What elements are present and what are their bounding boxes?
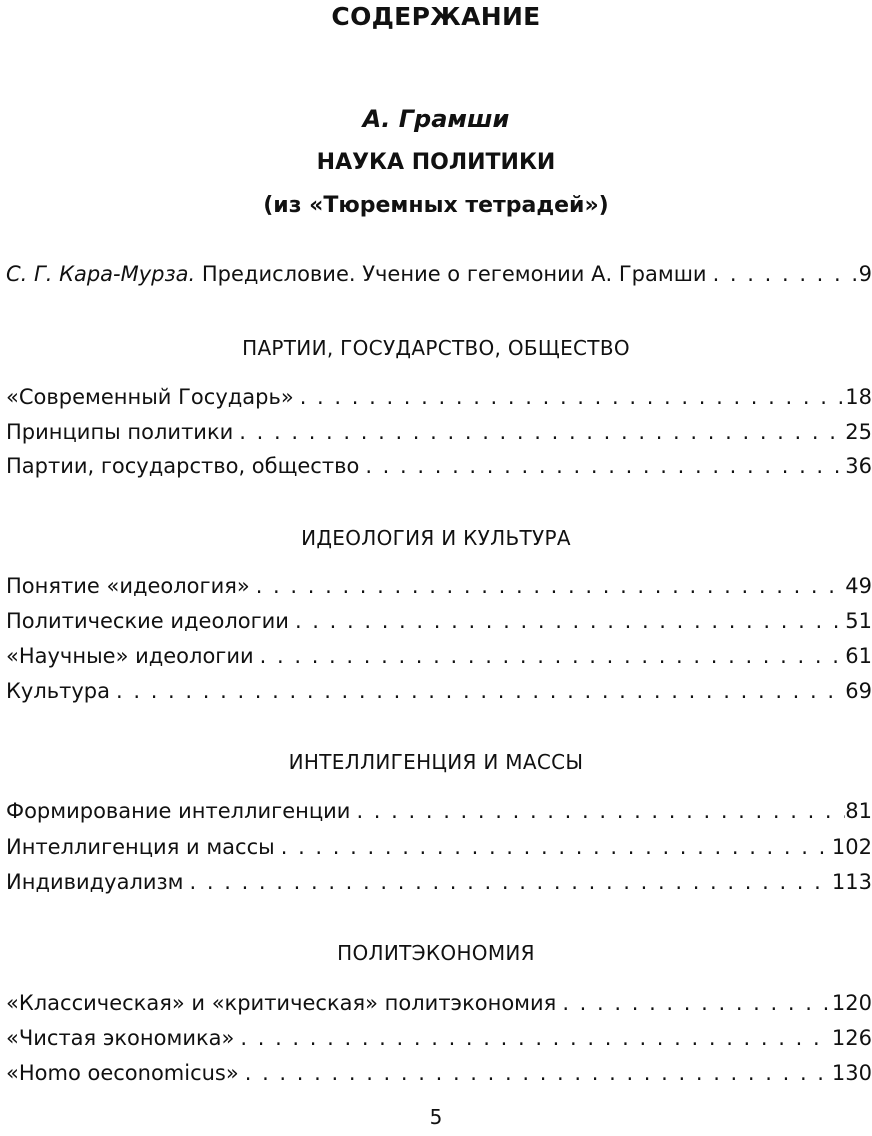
dot-leader xyxy=(184,867,832,897)
toc-entry-title: Индивидуализм xyxy=(6,870,184,894)
toc-entry-title: Интеллигенция и массы xyxy=(6,835,275,859)
section-heading: ИНТЕЛЛИГЕНЦИЯ И МАССЫ xyxy=(288,750,584,774)
toc-page-number: 120 xyxy=(831,991,872,1015)
dot-leader xyxy=(275,832,832,862)
toc-page-number: 61 xyxy=(845,644,872,668)
toc-page-number: 18 xyxy=(845,385,872,409)
toc-entry-title: Принципы политики xyxy=(6,420,234,444)
toc-page-number: 49 xyxy=(845,574,872,598)
toc-page-number: 51 xyxy=(845,609,872,633)
dot-leader xyxy=(556,988,832,1018)
toc-page-number: 36 xyxy=(845,454,872,478)
book-subtitle: (из «Тюремных тетрадей») xyxy=(263,193,609,218)
dot-leader xyxy=(294,382,846,412)
toc-entry-title: «Классическая» и «критическая» политэкономия xyxy=(6,991,557,1015)
toc-entry[interactable] xyxy=(6,988,872,1018)
toc-entry-title: Культура xyxy=(6,679,110,703)
dot-leader xyxy=(233,417,845,447)
dot-leader xyxy=(707,259,859,289)
toc-entry-title: Понятие «идеология» xyxy=(6,574,250,598)
toc-page-number: 69 xyxy=(845,679,872,703)
dot-leader xyxy=(234,1023,832,1053)
toc-page-number: 113 xyxy=(831,870,872,894)
page-number: 5 xyxy=(429,1105,443,1129)
toc-entry-title: «Научные» идеологии xyxy=(6,644,254,668)
page-title: СОДЕРЖАНИЕ xyxy=(331,2,541,31)
dot-leader xyxy=(239,1058,832,1088)
toc-entry[interactable] xyxy=(6,1058,872,1088)
toc-entry[interactable] xyxy=(6,606,872,636)
toc-entry-title: «Homo oeconomicus» xyxy=(6,1061,239,1085)
toc-entry[interactable] xyxy=(6,382,872,412)
toc-entry-title: Партии, государство, общество xyxy=(6,454,360,478)
toc-entry[interactable] xyxy=(6,417,872,447)
dot-leader xyxy=(250,571,846,601)
preface-author: С. Г. Кара-Мурза. xyxy=(6,262,196,286)
toc-page-number: 25 xyxy=(845,420,872,444)
dot-leader xyxy=(289,606,845,636)
toc-entry[interactable] xyxy=(6,571,872,601)
section-heading: ПАРТИИ, ГОСУДАРСТВО, ОБЩЕСТВО xyxy=(242,336,630,360)
section-heading: ПОЛИТЭКОНОМИЯ xyxy=(337,941,535,965)
toc-entry-title: Политические идеологии xyxy=(6,609,289,633)
toc-page-number: 126 xyxy=(831,1026,872,1050)
dot-leader xyxy=(254,641,846,671)
toc-entry-title: «Современный Государь» xyxy=(6,385,294,409)
preface-title: Предисловие. Учение о гегемонии А. Грамши xyxy=(195,262,707,286)
dot-leader xyxy=(110,676,845,706)
book-title: НАУКА ПОЛИТИКИ xyxy=(316,150,556,175)
toc-entry[interactable] xyxy=(6,832,872,862)
book-author: А. Грамши xyxy=(362,105,510,133)
dot-leader xyxy=(350,796,845,826)
toc-entry-title: «Чистая экономика» xyxy=(6,1026,235,1050)
toc-page-number: 81 xyxy=(845,799,872,823)
section-heading: ИДЕОЛОГИЯ И КУЛЬТУРА xyxy=(301,526,571,550)
toc-entry-preface[interactable] xyxy=(6,259,872,289)
toc-entry[interactable] xyxy=(6,451,872,481)
toc-entry[interactable] xyxy=(6,867,872,897)
toc-page-number: 102 xyxy=(831,835,872,859)
toc-page-number: 130 xyxy=(831,1061,872,1085)
toc-entry[interactable] xyxy=(6,641,872,671)
dot-leader xyxy=(359,451,845,481)
toc-entry[interactable] xyxy=(6,676,872,706)
toc-page-number: 9 xyxy=(858,262,872,286)
toc-entry[interactable] xyxy=(6,1023,872,1053)
toc-entry-title: Формирование интеллигенции xyxy=(6,799,351,823)
toc-entry[interactable] xyxy=(6,796,872,826)
